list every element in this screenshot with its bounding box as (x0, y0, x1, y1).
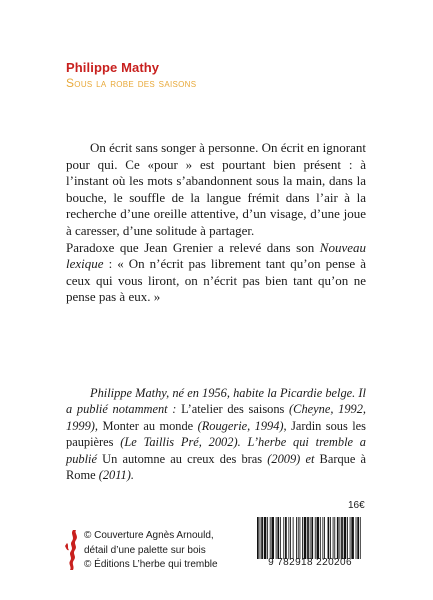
barcode-icon (255, 517, 365, 559)
bio-year-4: (2009) et (267, 451, 315, 466)
book-title: Sous la robe des saisons (66, 76, 197, 90)
bio-work-5: Barque à Rome (66, 451, 366, 483)
bio-work-4: Un automne au creux des bras (96, 451, 268, 466)
isbn-number: 9 782918 220206 (268, 557, 352, 568)
publisher-logo-icon (64, 529, 80, 571)
bio-intro: Philippe Mathy, né en 1956, habite la Picardie belge. Il a publié notamment : (66, 386, 366, 417)
bio-paragraph (66, 385, 366, 483)
blurb-text (66, 140, 366, 306)
author-bio (66, 385, 366, 483)
credits (84, 529, 218, 573)
bio-pub-3: (Le Taillis Pré, 2002). (113, 435, 248, 450)
credit-publisher: © Éditions L’herbe qui tremble (84, 559, 218, 570)
book-reference: Nouveau lexique (66, 239, 366, 272)
bio-work-2: Monter au monde (102, 418, 194, 433)
credit-cover: © Couverture Agnès Arnould, (84, 530, 214, 541)
blurb-p2-start: Paradoxe que Jean Grenier a relevé dans son (66, 239, 320, 255)
bio-pub-1: (Cheyne, 1992, 1999), (66, 402, 367, 433)
blurb-paragraph-1: On écrit sans songer à personne. On écrit en ignorant pour qui. Ce «pour » est pourtant bien présent : à l’instant où les mots s’abandonnent sous la main, dans la bouche, le souffle de la langue frémit dans l’air à la recherche d’une oreille attentive, d’un visage, d’une joue à caresser, d’une solitude à partager. (66, 140, 366, 238)
blurb-paragraph-2 (66, 240, 366, 306)
bio-pub-2: (Rougerie, 1994), (193, 418, 292, 433)
bio-publisher-note: L’herbe qui tremble a publié (66, 435, 366, 466)
blurb-p2-quote: : « On n’écrit pas librement tant qu’on pense à ceux qui vous liront, on n’écrit pas bien tant qu’on ne pense pas à eux. » (66, 256, 366, 305)
credit-detail: détail d’une palette sur bois (84, 544, 206, 556)
bio-work-3: Jardin sous les paupières (66, 418, 366, 450)
bio-work-1: L’atelier des saisons (181, 402, 285, 417)
bio-year-5: (2011). (98, 468, 134, 483)
author-name: Philippe Mathy (66, 60, 160, 75)
price-label: 16€ (348, 500, 365, 511)
